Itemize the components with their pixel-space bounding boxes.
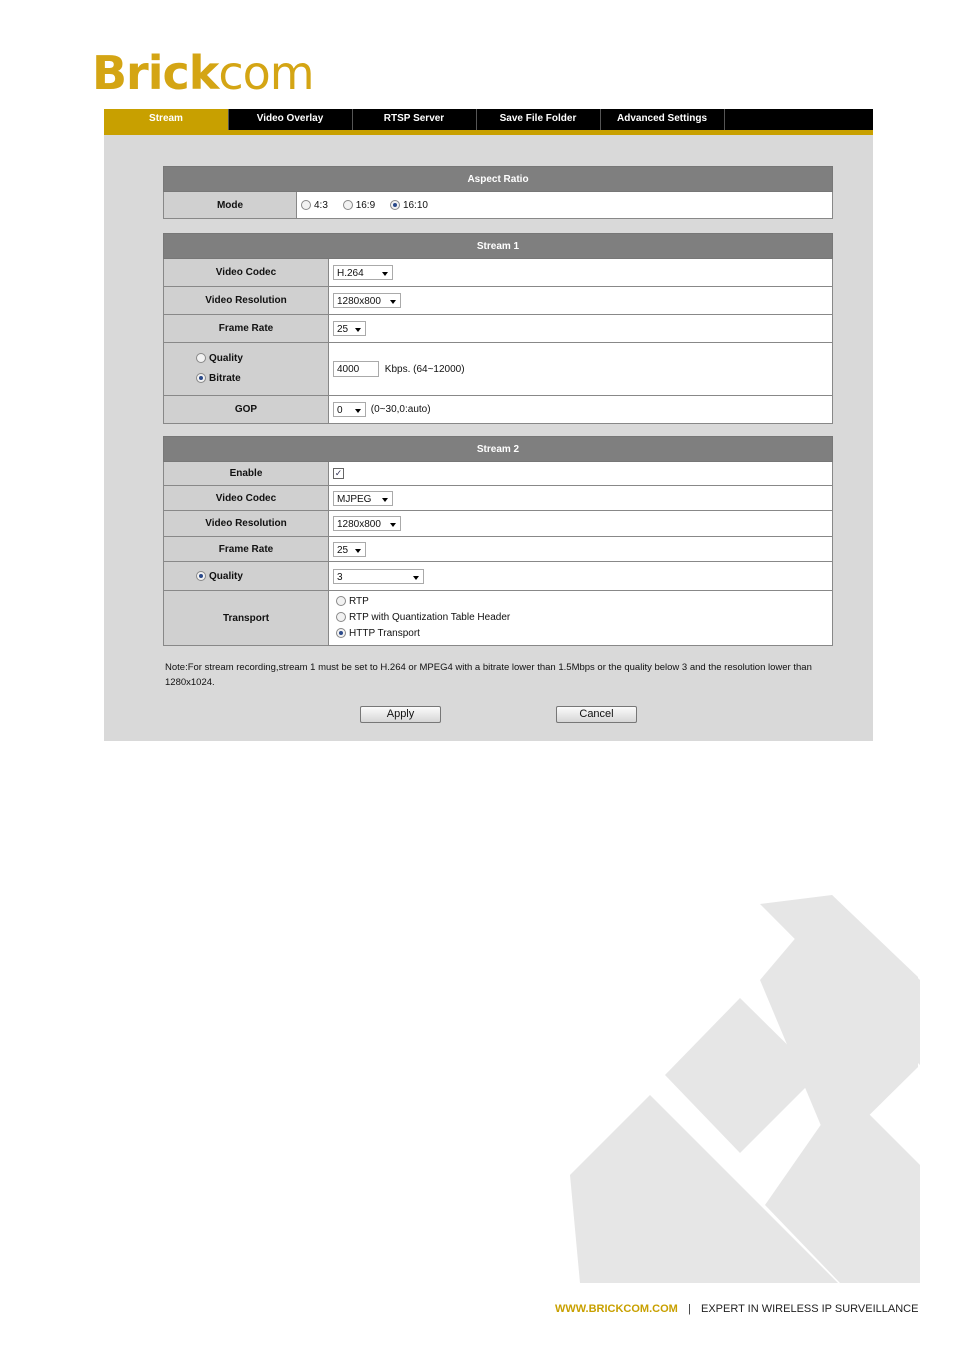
top-nav (104, 109, 873, 130)
footer-tagline: EXPERT IN WIRELESS IP SURVEILLANCE (701, 1303, 919, 1315)
stream1-framerate-select[interactable]: 25 (333, 321, 366, 336)
radio-icon[interactable] (301, 200, 311, 210)
stream2-framerate-select[interactable]: 25 (333, 542, 366, 557)
transport-option-rtp[interactable]: RTP (336, 594, 832, 610)
radio-icon[interactable] (336, 596, 346, 606)
stream2-quality-choice[interactable]: Quality (164, 562, 329, 591)
frame-rate-label: Frame Rate (164, 315, 329, 343)
stream1-resolution-select[interactable]: 1280x800 (333, 293, 401, 308)
chevron-down-icon (390, 300, 396, 304)
mode-options (297, 192, 833, 219)
gop-label: GOP (164, 396, 329, 424)
radio-selected-icon[interactable] (390, 200, 400, 210)
bitrate-option[interactable]: Bitrate (196, 369, 328, 389)
bitrate-input[interactable]: 4000 (333, 361, 379, 377)
frame-rate-label: Frame Rate (164, 537, 329, 562)
video-resolution-label: Video Resolution (164, 511, 329, 537)
stream1-codec-select[interactable]: H.264 (333, 265, 393, 280)
radio-icon[interactable] (343, 200, 353, 210)
radio-selected-icon[interactable] (336, 628, 346, 638)
transport-option-http[interactable]: HTTP Transport (336, 626, 832, 642)
chevron-down-icon (390, 523, 396, 527)
video-resolution-label: Video Resolution (164, 287, 329, 315)
tab-rtsp-server[interactable]: RTSP Server (352, 109, 477, 130)
radio-selected-icon[interactable] (196, 373, 206, 383)
chevron-down-icon (355, 549, 361, 553)
chevron-down-icon (355, 409, 361, 413)
gop-hint: (0~30,0:auto) (370, 404, 431, 416)
stream1-table (163, 233, 833, 424)
watermark-graphic (570, 895, 920, 1285)
enable-label: Enable (164, 462, 329, 486)
gop-select[interactable]: 0 (333, 402, 366, 417)
quality-bitrate-choice (164, 343, 329, 396)
radio-icon[interactable] (336, 612, 346, 622)
aspect-ratio-header: Aspect Ratio (164, 167, 833, 192)
stream2-resolution-select[interactable]: 1280x800 (333, 516, 401, 531)
bitrate-hint: Kbps. (64~12000) (384, 363, 465, 375)
stream2-codec-select[interactable]: MJPEG (333, 491, 393, 506)
aspect-option-16-9[interactable]: 16:9 (343, 200, 375, 211)
footer-url[interactable]: WWW.BRICKCOM.COM (555, 1303, 678, 1315)
footer-separator: | (688, 1303, 691, 1315)
chevron-down-icon (355, 328, 361, 332)
apply-button[interactable]: Apply (360, 706, 441, 723)
tab-video-overlay[interactable]: Video Overlay (228, 109, 353, 130)
brickcom-logo: Brickcom (92, 46, 314, 100)
recording-note: Note:For stream recording,stream 1 must be set to H.264 or MPEG4 with a bitrate lower than 1.5Mbps or the quality below 3 and the resolution lower than 1280x1024. (165, 662, 812, 688)
chevron-down-icon (413, 576, 419, 580)
radio-icon[interactable] (196, 353, 206, 363)
video-codec-label: Video Codec (164, 259, 329, 287)
tab-advanced-settings[interactable]: Advanced Settings (600, 109, 725, 130)
radio-selected-icon[interactable] (196, 571, 206, 581)
stream2-header: Stream 2 (164, 437, 833, 462)
video-codec-label: Video Codec (164, 486, 329, 511)
tab-save-file-folder[interactable]: Save File Folder (476, 109, 601, 130)
chevron-down-icon (382, 272, 388, 276)
stream1-header: Stream 1 (164, 234, 833, 259)
chevron-down-icon (382, 498, 388, 502)
transport-label: Transport (164, 591, 329, 646)
stream2-quality-select[interactable]: 3 (333, 569, 424, 584)
enable-checkbox[interactable]: ✓ (334, 467, 343, 478)
aspect-option-16-10[interactable]: 16:10 (390, 200, 428, 211)
tab-stream[interactable]: Stream (104, 109, 229, 130)
quality-option[interactable]: Quality (196, 349, 328, 369)
mode-label: Mode (164, 192, 297, 219)
aspect-ratio-table (163, 166, 833, 219)
cancel-button[interactable]: Cancel (556, 706, 637, 723)
stream2-table (163, 436, 833, 646)
transport-option-rtp-quant[interactable]: RTP with Quantization Table Header (336, 610, 832, 626)
aspect-option-4-3[interactable]: 4:3 (301, 200, 328, 211)
